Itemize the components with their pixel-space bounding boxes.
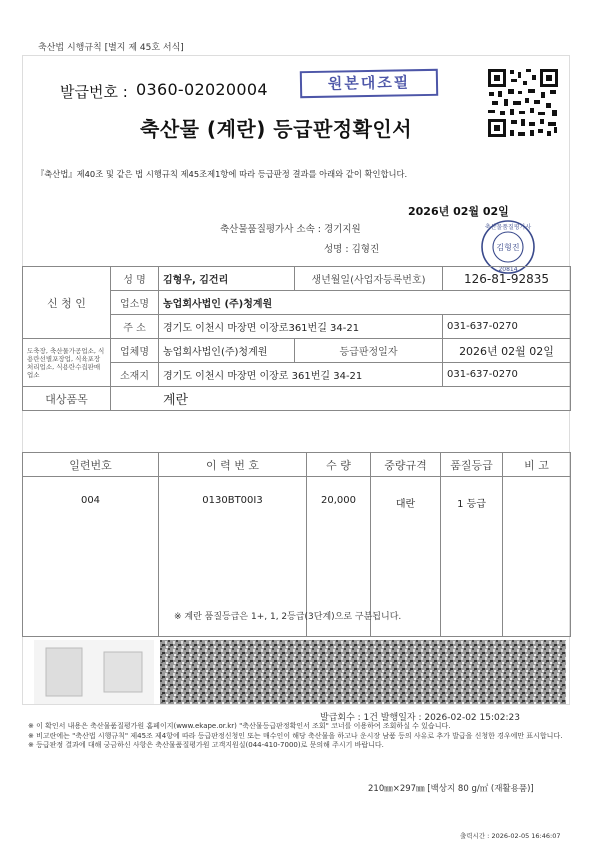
remarks — [503, 477, 571, 637]
grader-department: 축산물품질평가사 소속 : 경기지원 — [220, 224, 361, 235]
location-label: 소재지 — [111, 363, 159, 387]
item-row — [23, 387, 571, 411]
applicant-phone: 031-637-0270 — [443, 315, 571, 339]
seal-center-text: 김형진 — [496, 243, 520, 252]
column-header: 수 량 — [307, 453, 371, 477]
column-header: 품질등급 — [441, 453, 503, 477]
quantity: 20,000 — [307, 477, 371, 637]
grading-date: 2026년 02월 02일 — [443, 339, 571, 363]
applicant-company: 농업회사법인 (주)청계원 — [159, 291, 571, 315]
column-header: 이 력 번 호 — [159, 453, 307, 477]
item-label: 대상품목 — [23, 387, 111, 411]
column-header: 일련번호 — [23, 453, 159, 477]
grading-date-label: 등급판정일자 — [295, 339, 443, 363]
footer-note: ※ 등급판정 결과에 대해 궁금하신 사항은 축산물품질평가원 고객지원실(044-410-7000)로 문의해 주시기 바랍니다. — [28, 741, 384, 749]
column-header: 중량규격 — [371, 453, 441, 477]
security-pattern — [160, 640, 566, 704]
applicant-table — [22, 266, 571, 411]
qr-code-icon — [486, 67, 560, 139]
facility-location: 경기도 이천시 마장면 이장로 361번길 34-21 — [159, 363, 443, 387]
birth-label: 생년월일(사업자등록번호) — [295, 267, 443, 291]
watermark-stamp — [34, 640, 154, 704]
trace-number: 0130BT00I3 — [159, 477, 307, 637]
footer-notes — [28, 722, 573, 751]
seal-bottom-text: 20814 — [498, 266, 518, 273]
applicant-name-row — [23, 267, 571, 291]
weight-class: 대란 — [371, 477, 441, 637]
intro-statement: 『축산법』제40조 및 같은 법 시행규칙 제45조제1항에 따라 등급판정 결과를 아래와 같이 확인합니다. — [36, 169, 408, 179]
item-value: 계란 — [111, 387, 571, 411]
print-count: 발급회수 : 1건 발행일자 : 2026-02-02 15:02:23 — [320, 713, 520, 723]
serial-number: 004 — [23, 477, 159, 637]
quality-grade: 1 등급 — [441, 477, 503, 637]
output-time: 출력시간 : 2026-02-05 16:46:07 — [460, 832, 561, 840]
column-header: 비 고 — [503, 453, 571, 477]
company-label: 업소명 — [111, 291, 159, 315]
applicant-section-label: 신 청 인 — [23, 267, 111, 339]
seal-top-text: 축산물품질평가사 — [484, 224, 532, 231]
issue-date: 2026년 02월 02일 — [408, 205, 509, 218]
document-title: 축산물 (계란) 등급판정확인서 — [140, 117, 413, 141]
paper-size: 210㎜×297㎜ [백상지 80 g/㎡ (재활용품)] — [368, 784, 534, 794]
facility-name: 농업회사법인(주)청계원 — [159, 339, 295, 363]
business-number: 126-81-92835 — [443, 267, 571, 291]
grading-header-row — [23, 453, 571, 477]
grader-name: 성명 : 김형진 — [324, 244, 380, 255]
facility-name-label: 업체명 — [111, 339, 159, 363]
address-label: 주 소 — [111, 315, 159, 339]
footer-note: ※ 이 확인서 내용은 축산물품질평가원 홈페이지(www.ekape.or.kr) "축산물등급판정확인서 조회" 코너를 이용하여 조회하실 수 있습니다. — [28, 722, 451, 730]
grade-scale-note: ※ 계란 품질등급은 1+, 1, 2등급(3단계)으로 구분됩니다. — [174, 612, 402, 622]
name-label: 성 명 — [111, 267, 159, 291]
footer-note: ※ 비고란에는 "축산법 시행규칙" 제45조 제4항에 따라 등급판정신청인 또는 매수인이 해당 축산물을 하고나 운시장 남품 등의 사유로 추가 발급을 신청한 경우에만 표시합니다. — [28, 731, 563, 740]
applicant-name: 김형우, 김건리 — [159, 267, 295, 291]
issue-number-label: 발급번호 : — [60, 83, 128, 101]
facility-phone: 031-637-0270 — [443, 363, 571, 387]
copy-verified-stamp: 원본대조필 — [300, 69, 438, 98]
applicant-address: 경기도 이천시 마장면 이장로361번길 34-21 — [159, 315, 443, 339]
form-reference: 축산법 시행규칙 [별지 제 45호 서식] — [38, 43, 184, 53]
facility-name-row — [23, 339, 571, 363]
issue-number: 0360-02020004 — [136, 80, 268, 99]
facility-section-label: 도축장, 축산물가공업소, 식용란선별포장업, 식육포장처리업소, 식용란수집판매업소 — [23, 339, 111, 387]
